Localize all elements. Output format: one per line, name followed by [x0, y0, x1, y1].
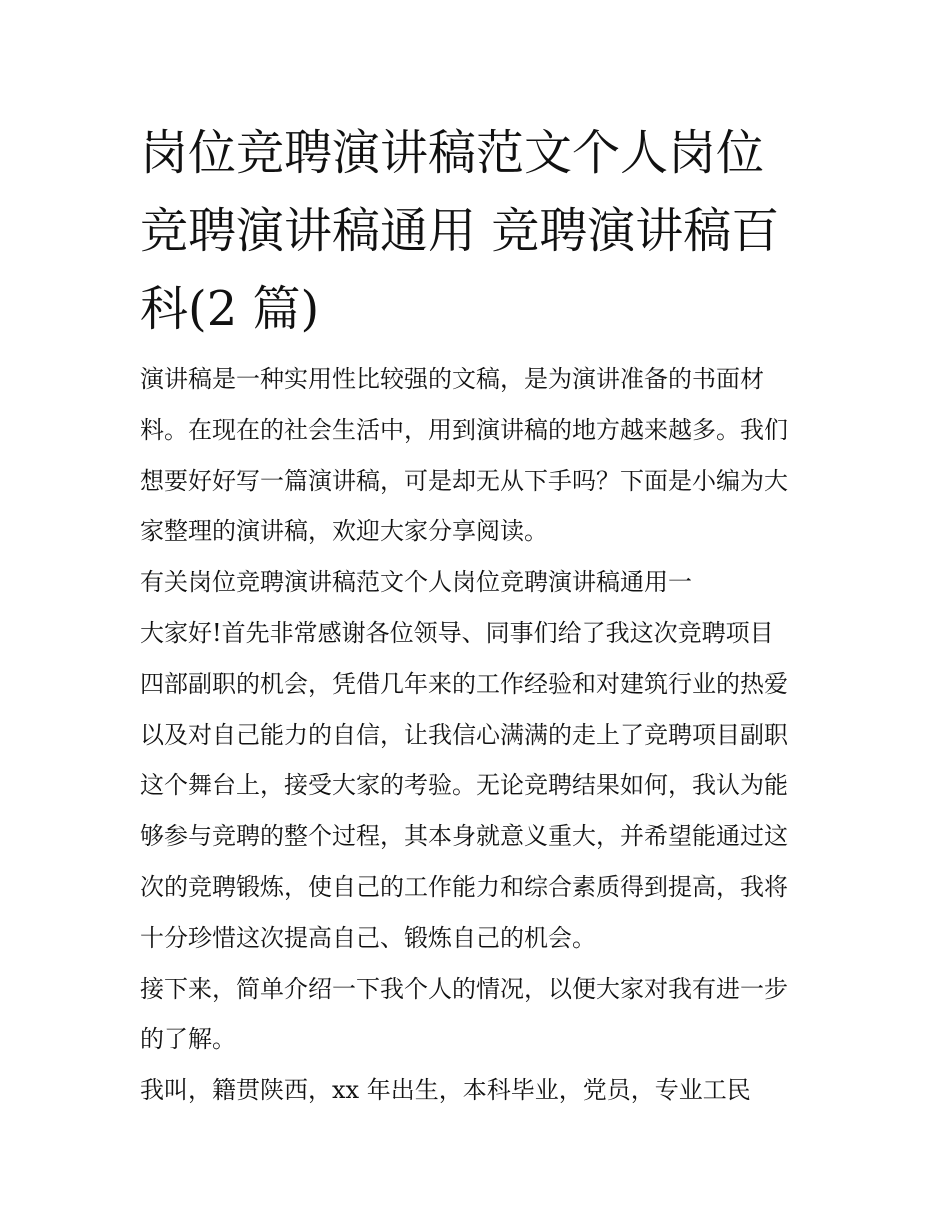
body-line: 以及对自己能力的自信，让我信心满满的走上了竞聘项目副职 [140, 720, 788, 749]
title-line-2: 竞聘演讲稿通用 竞聘演讲稿百 [140, 203, 780, 259]
title-line-3: 科(2 篇) [140, 281, 320, 337]
body-line: 这个舞台上，接受大家的考验。无论竞聘结果如何，我认为能 [140, 771, 788, 800]
document-title [140, 114, 820, 348]
body-line: 想要好好写一篇演讲稿，可是却无从下手吗？下面是小编为大 [140, 466, 788, 495]
body-line: 十分珍惜这次提高自己、锻炼自己的机会。 [140, 923, 596, 952]
document-body [140, 354, 820, 1116]
body-line: 四部副职的机会，凭借几年来的工作经验和对建筑行业的热爱 [140, 669, 788, 698]
body-line: 家整理的演讲稿，欢迎大家分享阅读。 [140, 517, 548, 546]
body-line: 接下来，简单介绍一下我个人的情况，以便大家对我有进一步 [140, 974, 788, 1003]
body-line: 料。在现在的社会生活中，用到演讲稿的地方越来越多。我们 [140, 415, 788, 444]
section-heading: 有关岗位竞聘演讲稿范文个人岗位竞聘演讲稿通用一 [140, 568, 692, 597]
body-line: 大家好!首先非常感谢各位领导、同事们给了我这次竞聘项目 [140, 618, 774, 647]
body-line: 演讲稿是一种实用性比较强的文稿，是为演讲准备的书面材 [140, 365, 764, 393]
body-line: 的了解。 [140, 1025, 236, 1054]
body-line: 我叫，籍贯陕西，xx 年出生，本科毕业，党员，专业工民 [140, 1076, 751, 1105]
body-line: 够参与竞聘的整个过程，其本身就意义重大，并希望能通过这 [140, 822, 788, 851]
body-line: 次的竞聘锻炼，使自己的工作能力和综合素质得到提高，我将 [140, 872, 788, 901]
title-line-1: 岗位竞聘演讲稿范文个人岗位 [140, 125, 765, 181]
